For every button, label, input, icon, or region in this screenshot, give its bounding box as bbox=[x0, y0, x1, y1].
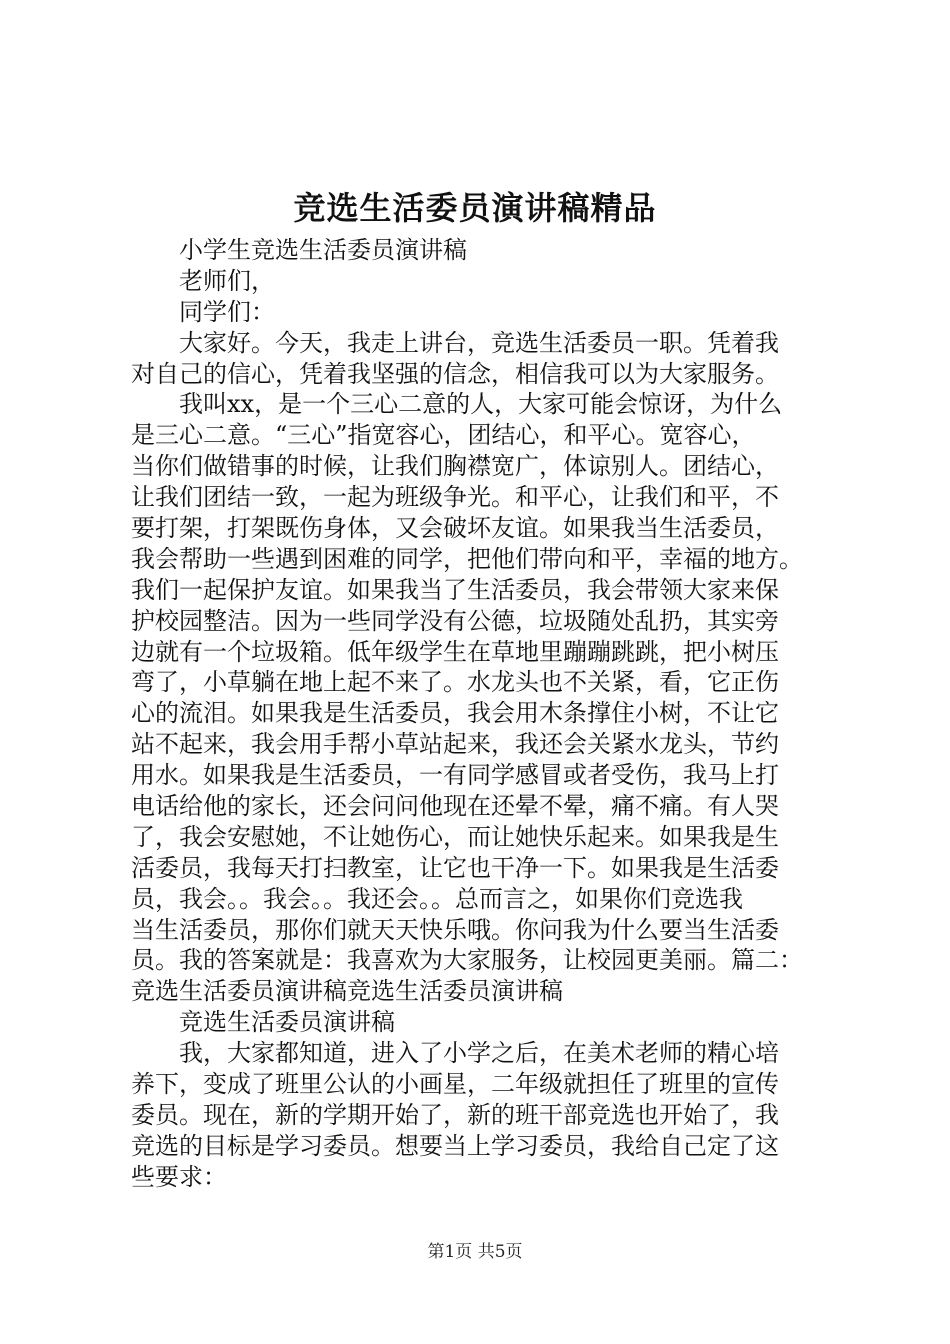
text-line: 要打架，打架既伤身体，又会破坏友谊。如果我当生活委员， bbox=[131, 514, 779, 543]
text-line: 同学们： bbox=[179, 297, 275, 326]
text-line: 电话给他的家长，还会问问他现在还晕不晕，痛不痛。有人哭 bbox=[131, 792, 779, 821]
text-line: 心的流泪。如果我是生活委员，我会用木条撑住小树，不让它 bbox=[131, 699, 779, 728]
text-line: 委员。现在，新的学期开始了，新的班干部竞选也开始了，我 bbox=[131, 1100, 779, 1129]
text-line: 竞选的目标是学习委员。想要当上学习委员，我给自己定了这 bbox=[131, 1131, 779, 1160]
text-line: 我会帮助一些遇到困难的同学，把他们带向和平，幸福的地方。 bbox=[131, 544, 803, 573]
text-line: 让我们团结一致，一起为班级争光。和平心，让我们和平，不 bbox=[131, 483, 779, 512]
text-line: 对自己的信心，凭着我坚强的信念，相信我可以为大家服务。 bbox=[131, 359, 779, 388]
text-line: 员。我的答案就是：我喜欢为大家服务，让校园更美丽。篇二： bbox=[131, 946, 803, 975]
page-footer: 第1页 共5页 bbox=[427, 1242, 523, 1262]
text-line: 老师们， bbox=[179, 266, 275, 295]
text-line: 用水。如果我是生活委员，一有同学感冒或者受伤，我马上打 bbox=[131, 761, 779, 790]
text-line: 边就有一个垃圾箱。低年级学生在草地里蹦蹦跳跳，把小树压 bbox=[131, 637, 779, 666]
text-line: 当生活委员，那你们就天天快乐哦。你问我为什么要当生活委 bbox=[131, 915, 779, 944]
text-line: 弯了，小草躺在地上起不来了。水龙头也不关紧，看，它正伤 bbox=[131, 668, 779, 697]
text-line: 站不起来，我会用手帮小草站起来，我还会关紧水龙头，节约 bbox=[131, 730, 779, 759]
text-line: 当你们做错事的时候，让我们胸襟宽广，体谅别人。团结心， bbox=[131, 452, 779, 481]
text-line: 些要求： bbox=[131, 1162, 227, 1191]
document-title: 竞选生活委员演讲稿精品 bbox=[293, 189, 657, 227]
document-body bbox=[131, 235, 851, 1193]
text-line: 护校园整洁。因为一些同学没有公德，垃圾随处乱扔，其实旁 bbox=[131, 606, 779, 635]
text-line: 员，我会。。我会。。我还会。。总而言之，如果你们竞选我 bbox=[131, 884, 743, 913]
text-line: 小学生竞选生活委员演讲稿 bbox=[179, 236, 467, 264]
text-line: 竞选生活委员演讲稿 bbox=[179, 1008, 395, 1037]
text-line: 了，我会安慰她，不让她伤心，而让她快乐起来。如果我是生 bbox=[131, 822, 779, 851]
text-line: 我叫xx，是一个三心二意的人，大家可能会惊讶，为什么 bbox=[179, 390, 783, 419]
text-line: 我们一起保护友谊。如果我当了生活委员，我会带领大家来保 bbox=[131, 575, 779, 604]
text-line: 大家好。今天，我走上讲台，竞选生活委员一职。凭着我 bbox=[179, 328, 779, 357]
text-line: 养下，变成了班里公认的小画星，二年级就担任了班里的宣传 bbox=[131, 1070, 779, 1099]
text-line: 是三心二意。“三心”指宽容心，团结心，和平心。宽容心， bbox=[131, 421, 756, 450]
text-line: 活委员，我每天打扫教室，让它也干净一下。如果我是生活委 bbox=[131, 853, 779, 882]
text-line: 我，大家都知道，进入了小学之后，在美术老师的精心培 bbox=[179, 1039, 779, 1068]
text-line: 竞选生活委员演讲稿竞选生活委员演讲稿 bbox=[131, 977, 563, 1006]
